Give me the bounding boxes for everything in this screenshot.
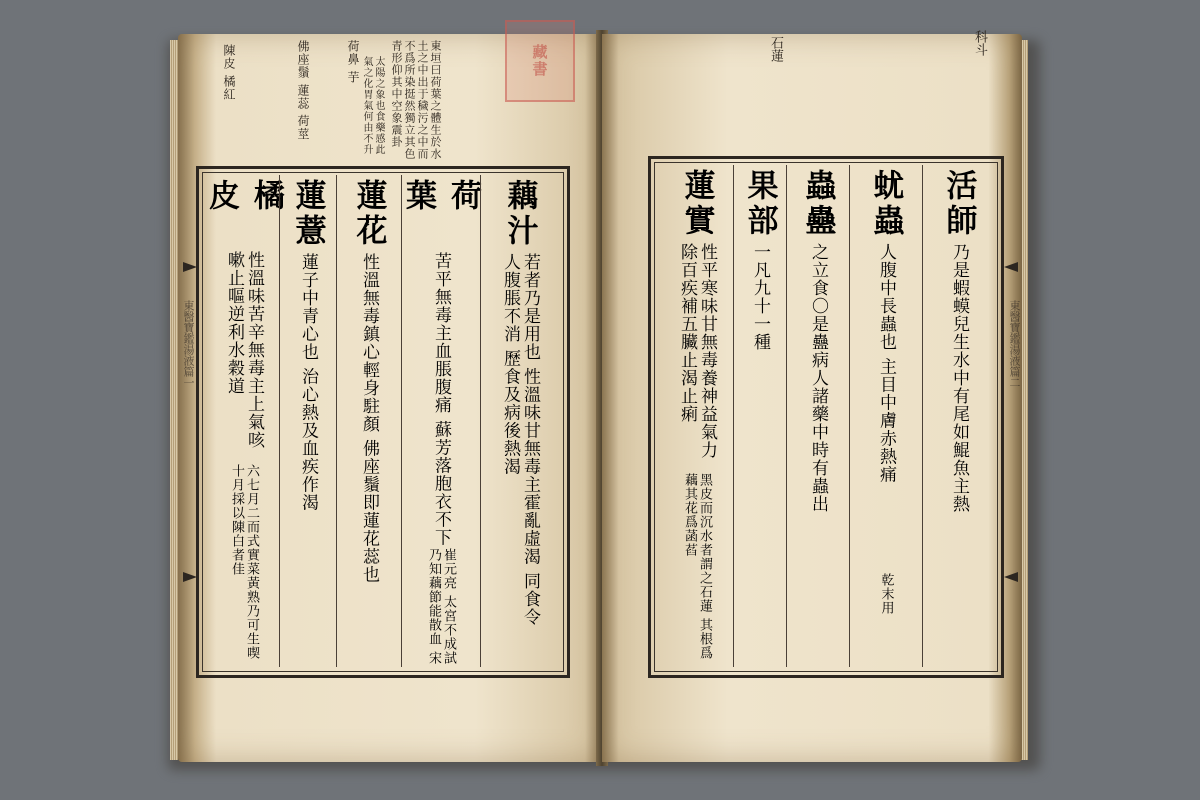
entry-subnote: 乾末用	[878, 573, 894, 615]
fold-label-left: 東醫寶鑑湯液篇一	[182, 300, 195, 388]
entry-heading: 蓮薏	[289, 179, 326, 249]
entry-tangerine-peel	[203, 175, 284, 667]
margin-note-5: 太陽之象也食藥感此氣之化胃氣何由不升	[361, 56, 384, 155]
entry-heading: 荷葉	[400, 179, 481, 214]
section-heading: 果部	[741, 169, 778, 239]
entry-subnote: 黑皮而沉水者謂之石蓮 其根爲藕其花爲菡萏	[682, 473, 712, 661]
margin-note-3: 荷鼻 芋	[346, 40, 360, 84]
entry-text: 性平寒味甘無毒養神益氣力除百疾補五臟止渴止痢	[677, 243, 717, 459]
entry-roundworm	[849, 165, 922, 667]
entry-heading: 橘皮	[203, 179, 284, 214]
entry-heading: 蓮實	[678, 169, 715, 239]
left-text-frame	[196, 166, 570, 678]
left-page-edges	[170, 40, 178, 760]
entry-lotus-seed	[661, 165, 733, 667]
red-seal-stamp	[505, 20, 575, 102]
right-columns	[657, 165, 995, 667]
entry-text: 性溫味苦辛無毒主上氣咳嗽止嘔逆利水穀道	[224, 250, 264, 449]
entry-lotus-leaf	[401, 175, 480, 667]
seal-text: 藏書	[530, 44, 549, 78]
entry-lotus-plumule	[279, 175, 336, 667]
entry-heading: 藕汁	[501, 179, 538, 249]
entry-gu-worm	[786, 165, 849, 667]
entry-text: 若者乃是用也 性溫味甘無毒主霍亂虛渴 同食令人腹脹不消 歷食及病後熱渴	[500, 253, 540, 626]
entry-heading: 蓮花	[350, 179, 387, 249]
entry-heading: 蚘蟲	[867, 169, 904, 239]
right-text-frame	[648, 156, 1004, 678]
corner-note-right: 科斗	[972, 30, 987, 56]
entry-text: 苦平無毒主血脹腹痛 蘇芳落胞衣不下	[431, 252, 451, 547]
corner-note-left: 石蓮	[768, 36, 783, 62]
entry-text: 之立食〇是蠱病人諸藥中時有蟲出	[808, 243, 828, 513]
entry-heading: 蟲蠱	[799, 169, 836, 239]
margin-note-4: 東垣曰荷葉之體生於水土之中出于穢污之中而不爲所染挺然獨立其色青形仰其中空象震卦	[390, 40, 442, 160]
fold-label-right: 東醫寶鑑湯液篇二	[1008, 300, 1021, 388]
entry-subnote: 崔元亮 太宮不成試乃知藕節能散血 宋	[426, 548, 456, 666]
entry-lotus-flower	[336, 175, 401, 667]
entry-lotus-root-juice	[480, 175, 559, 667]
entry-heading: 活師	[940, 169, 977, 239]
entry-tadpole	[922, 165, 995, 667]
margin-note-2: 佛座鬚 蓮蕊 荷莖	[296, 40, 310, 141]
margin-note-1: 陳皮 橘紅	[222, 44, 236, 101]
entry-subnote: 六七月二而式實菜黃熟乃可生喫十月採以陳白者佳	[229, 463, 259, 660]
left-columns	[203, 175, 559, 667]
entry-text: 乃是蝦蟆兒生水中有尾如鯤魚主熱	[949, 243, 969, 513]
section-fruit	[733, 165, 786, 667]
entry-text: 蓮子中青心也 治心熱及血疾作渴	[298, 253, 318, 512]
entry-text: 人腹中長蟲也 主目中膚赤熱痛	[876, 243, 896, 484]
section-count: 一凡九十一種	[750, 243, 770, 351]
entry-text: 性溫無毒鎮心輕身駐顏 佛座鬚即蓮花蕊也	[359, 253, 379, 584]
